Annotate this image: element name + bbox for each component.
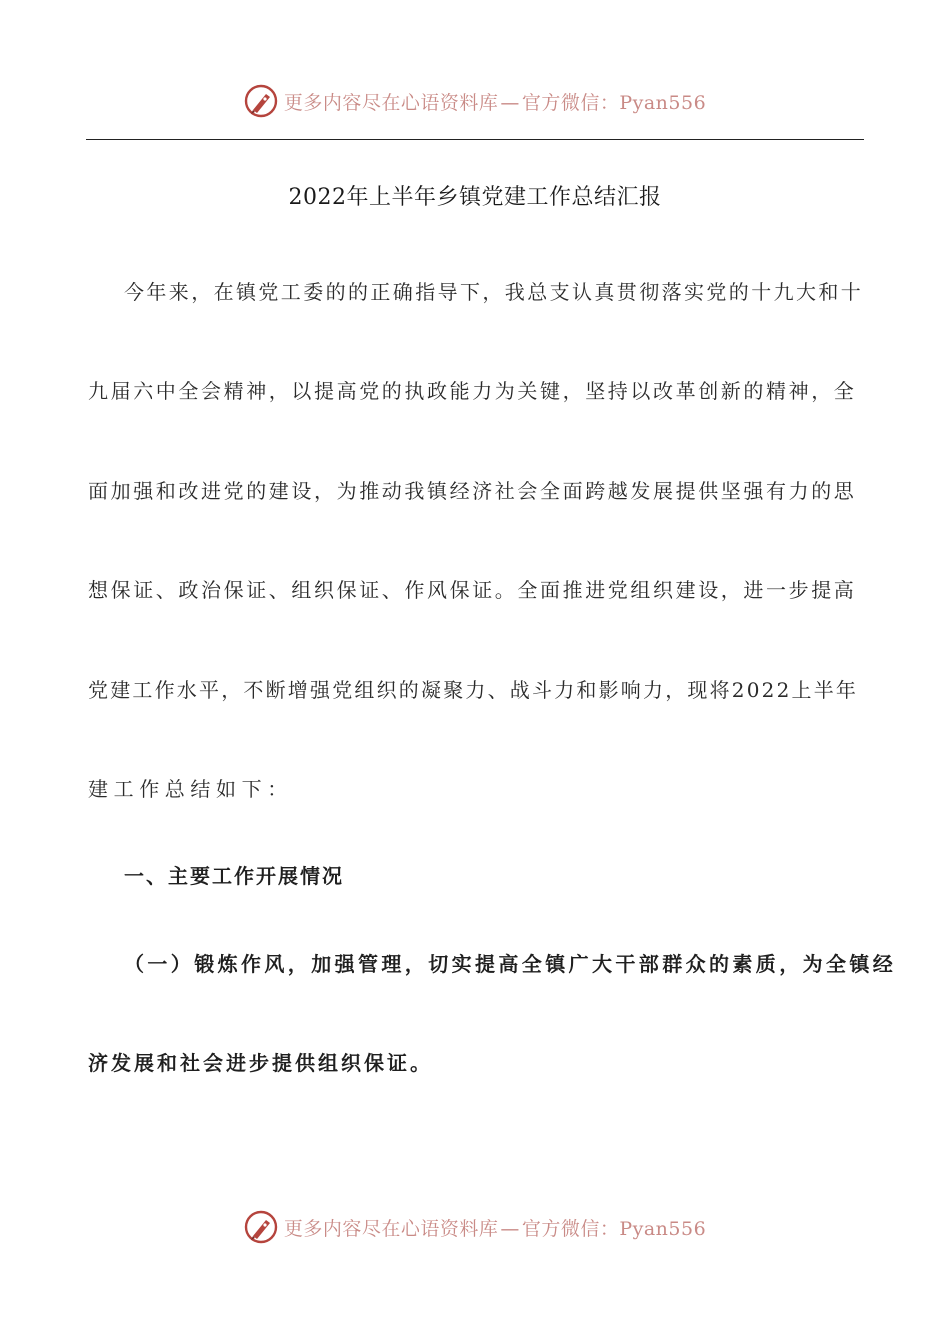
body-line-text: 九届六中全会精神，以提高党的执政能力为关键，坚持以改革创新的精神，全 bbox=[88, 379, 857, 403]
header-watermark bbox=[0, 84, 950, 118]
body-line-text: 面加强和改进党的建设，为推动我镇经济社会全面跨越发展提供坚强有力的思 bbox=[88, 479, 857, 503]
body-line bbox=[88, 674, 864, 703]
subsection-line-text: （一）锻炼作风，加强管理，切实提高全镇广大干部群众的素质，为全镇经 bbox=[124, 952, 897, 976]
body-line-text: 建工作总结如下： bbox=[88, 777, 293, 801]
body-line-text: 党建工作水平，不断增强党组织的凝聚力、战斗力和影响力，现将2022上半年 bbox=[88, 678, 859, 702]
watermark-dash: — bbox=[500, 1217, 520, 1240]
section-heading: 一、主要工作开展情况 bbox=[124, 864, 344, 888]
pen-nib-circle-icon bbox=[244, 84, 278, 118]
body-line bbox=[88, 773, 864, 802]
document-title: 2022年上半年乡镇党建工作总结汇报 bbox=[288, 185, 662, 210]
watermark-wechat: 官方微信：Pyan556 bbox=[521, 91, 707, 114]
watermark-dash: — bbox=[500, 91, 520, 114]
watermark-brand: 更多内容尽在心语资料库 bbox=[283, 1217, 499, 1240]
subsection-line bbox=[88, 1047, 864, 1076]
watermark-text bbox=[284, 1214, 706, 1241]
body-line-text: 想保证、政治保证、组织保证、作风保证。全面推进党组织建设，进一步提高 bbox=[88, 578, 857, 602]
watermark-brand: 更多内容尽在心语资料库 bbox=[283, 91, 499, 114]
subsection-line bbox=[124, 948, 897, 977]
body-line bbox=[88, 574, 864, 603]
body-line-text: 今年来，在镇党工委的的正确指导下，我总支认真贯彻落实党的十九大和十 bbox=[124, 280, 864, 304]
watermark-text bbox=[284, 88, 706, 115]
body-line bbox=[88, 475, 864, 504]
footer-watermark bbox=[0, 1210, 950, 1244]
body-line bbox=[88, 375, 864, 404]
body-line bbox=[124, 276, 864, 305]
header-divider bbox=[86, 139, 864, 140]
pen-nib-circle-icon bbox=[244, 1210, 278, 1244]
watermark-wechat: 官方微信：Pyan556 bbox=[521, 1217, 707, 1240]
subsection-line-text: 济发展和社会进步提供组织保证。 bbox=[88, 1051, 433, 1075]
